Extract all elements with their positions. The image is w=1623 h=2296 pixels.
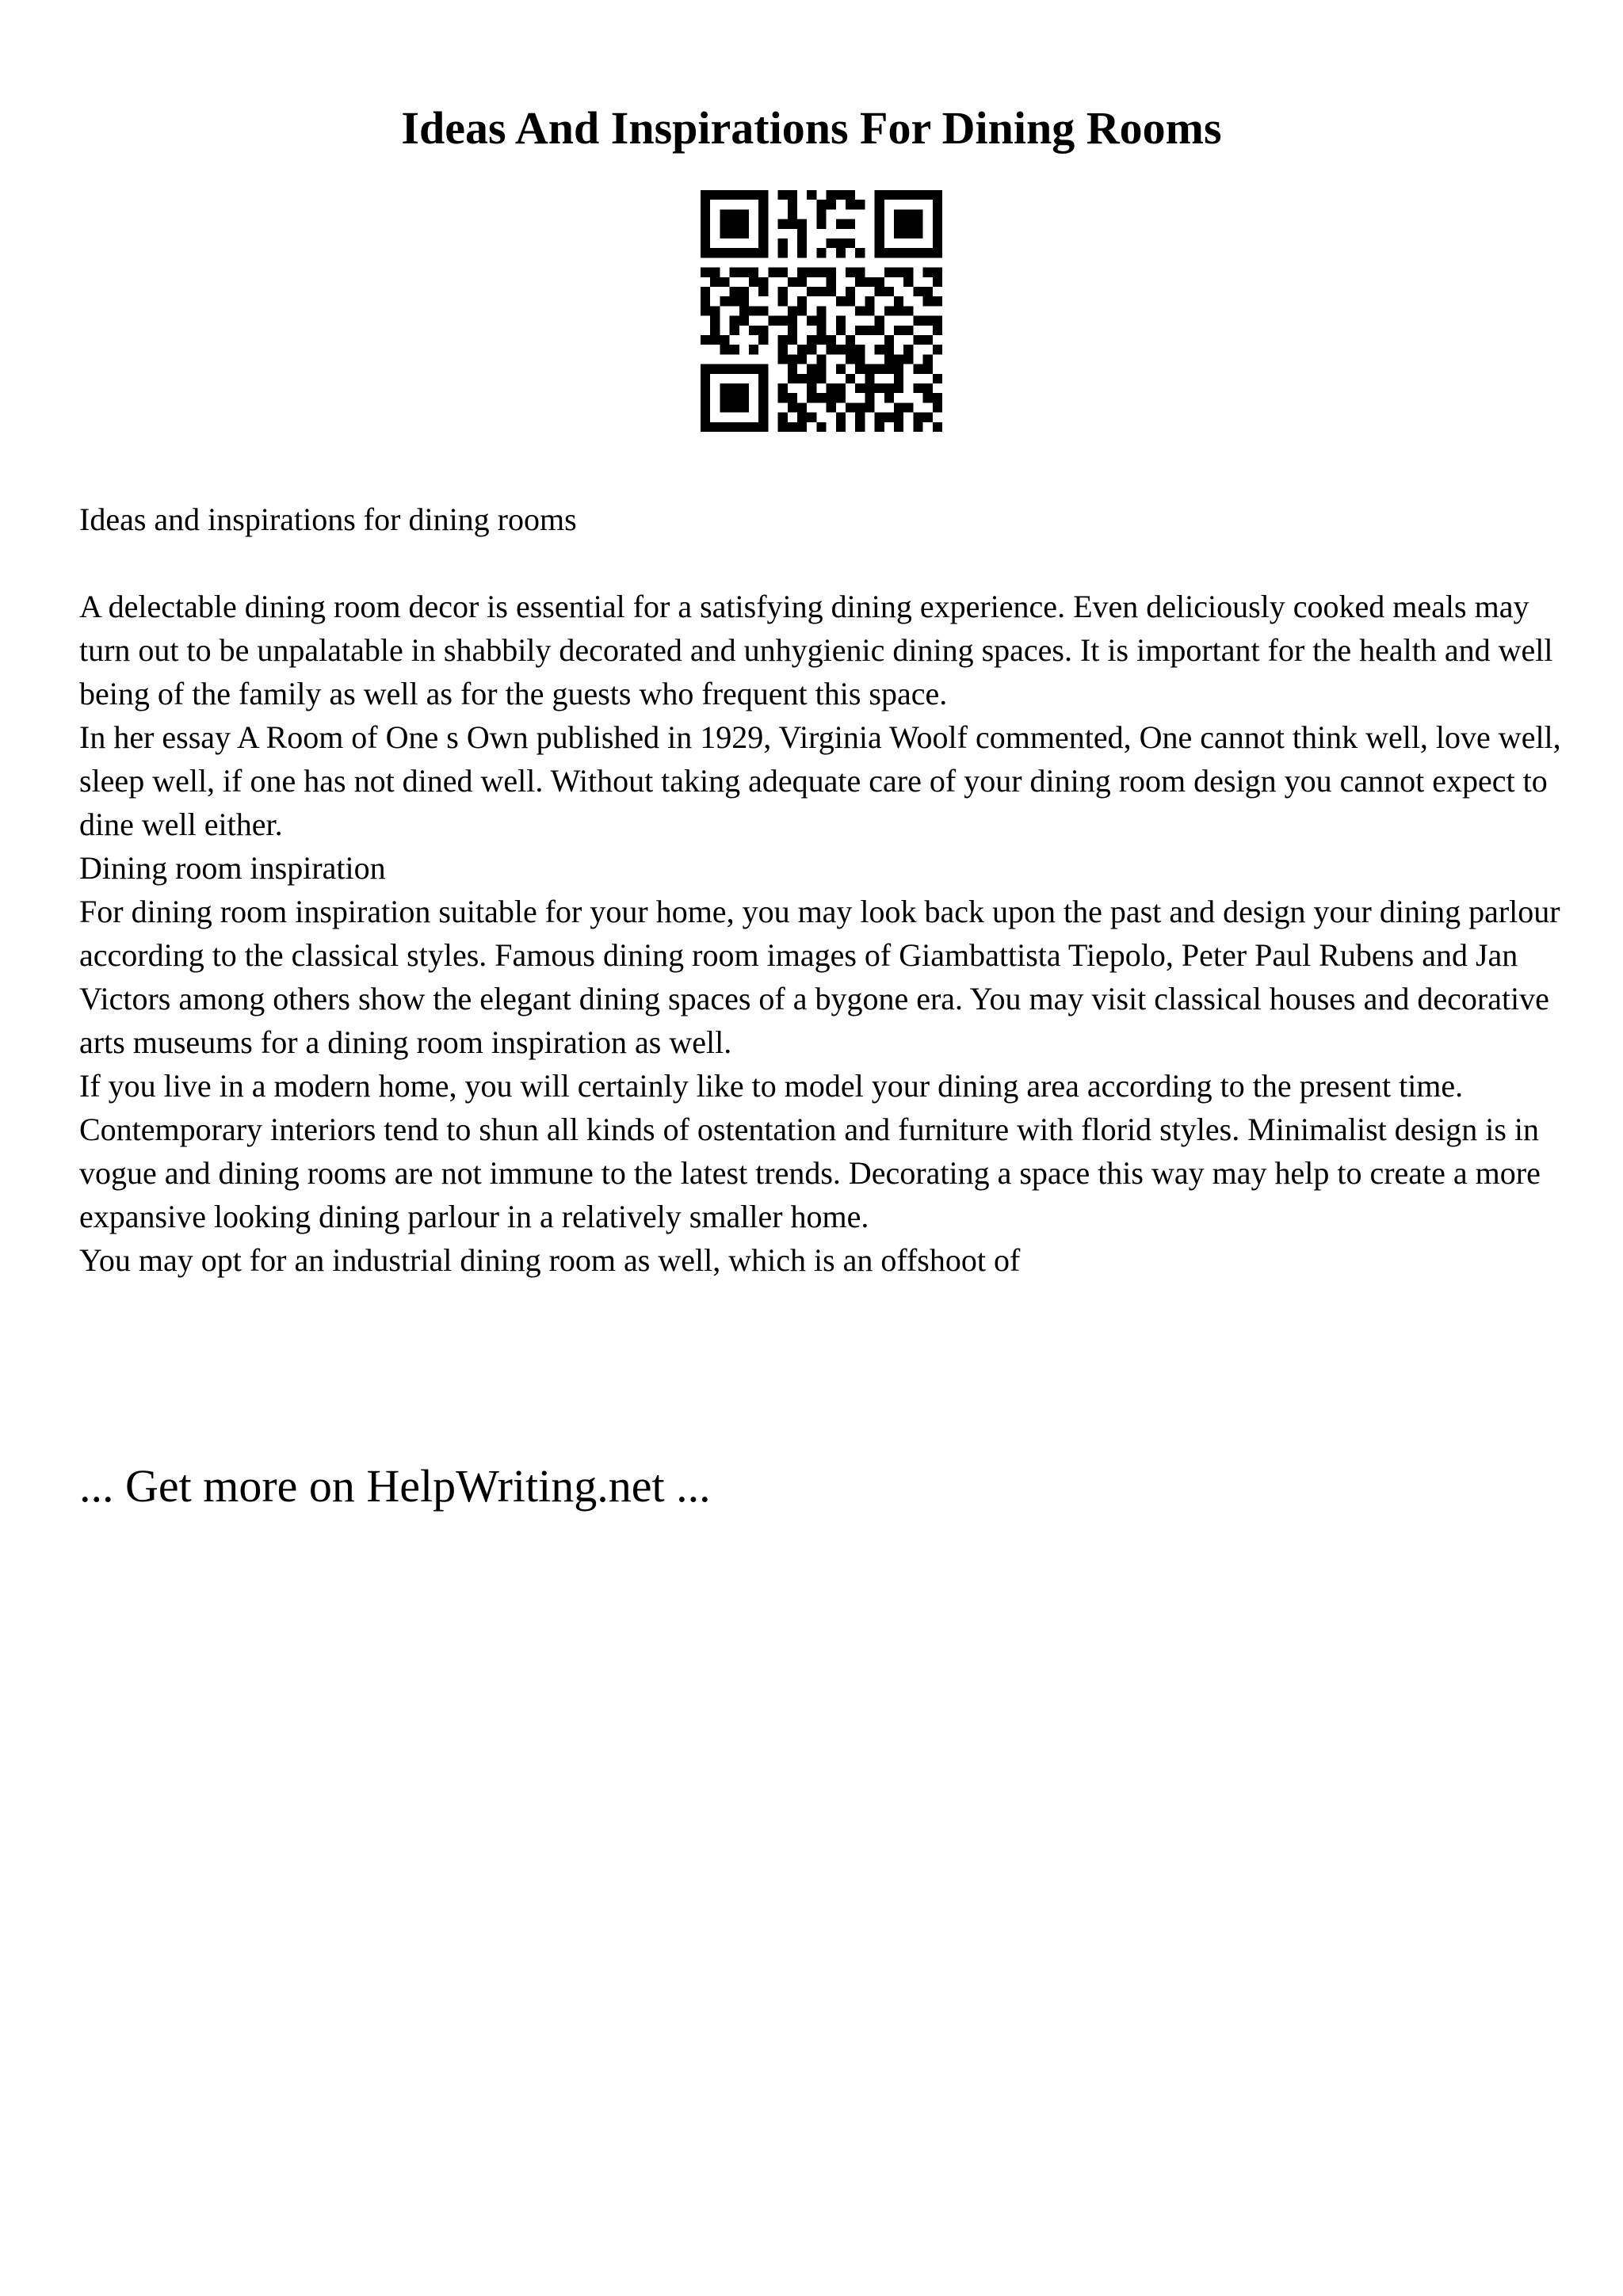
qr-code-graphic xyxy=(701,190,942,432)
article-subtitle: Ideas and inspirations for dining rooms xyxy=(79,502,577,537)
get-more-link[interactable]: ... Get more on HelpWriting.net ... xyxy=(79,1460,711,1512)
paragraph-modern-home: If you live in a modern home, you will certainly like to model your dining area according to the present time. Contemporary interiors tend to shun all kinds of ostentation and furniture with florid styles. Minimalist design is in vogue and dining rooms are not immune to the latest trends. Decorating a space this way may help to create a more expansive looking dining parlour in a relatively smaller home. xyxy=(79,1068,1541,1234)
qr-code-icon xyxy=(701,190,942,432)
paragraph-intro: A delectable dining room decor is essential for a satisfying dining experience. Even deliciously cooked meals may turn out to be unpalatable in shabbily decorated and unhygienic dining spaces. It is important for the health and well being of the family as well as for the guests who frequent this space. xyxy=(79,589,1553,711)
page-title: Ideas And Inspirations For Dining Rooms xyxy=(401,102,1222,154)
section-heading-dining-room-inspiration: Dining room inspiration xyxy=(79,850,386,886)
paragraph-industrial: You may opt for an industrial dining room as well, which is an offshoot of xyxy=(79,1242,1021,1278)
article-body xyxy=(79,498,1569,1282)
paragraph-classical-styles: For dining room inspiration suitable for your home, you may look back upon the past and design your dining parlour according to the classical styles. Famous dining room images of Giambattista Tiepolo, Peter Paul Rubens and Jan Victors among others show the elegant dining spaces of a bygone era. You may visit classical houses and decorative arts museums for a dining room inspiration as well. xyxy=(79,894,1560,1060)
paragraph-woolf-quote: In her essay A Room of One s Own published in 1929, Virginia Woolf commented, One cannot think well, love well, sleep well, if one has not dined well. Without taking adequate care of your dining room design you cannot expect to dine well either. xyxy=(79,719,1561,842)
